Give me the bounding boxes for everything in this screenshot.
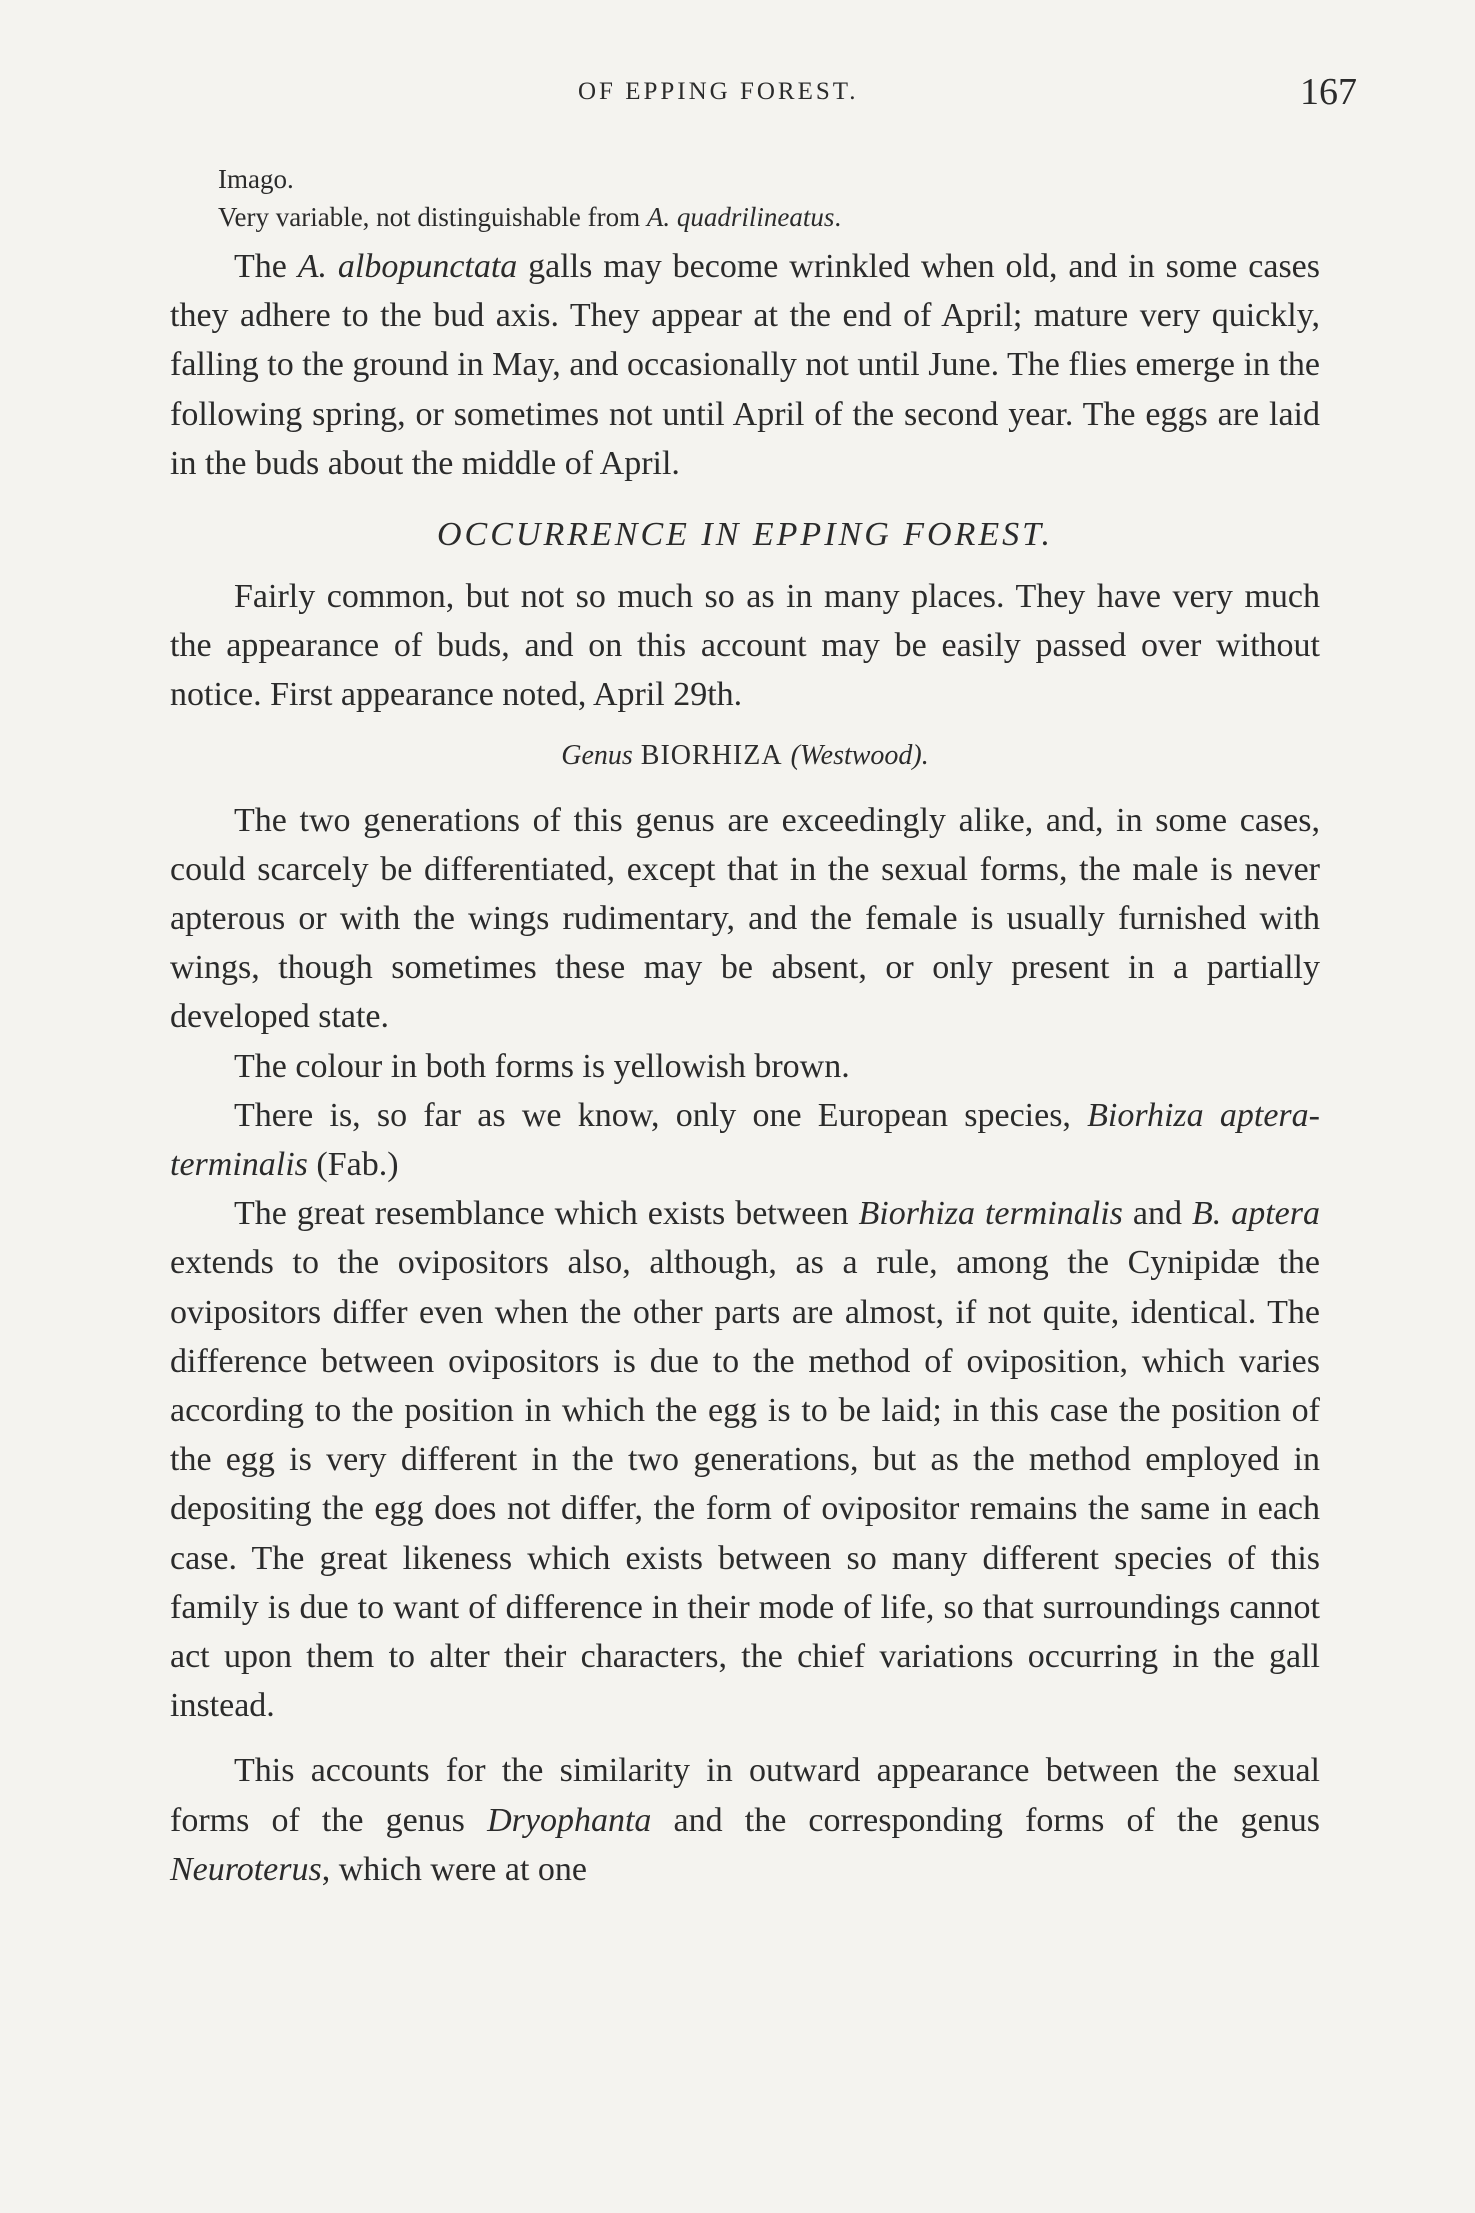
paragraph-resemblance: The great resemblance which exists between Biorhiza terminalis and B. aptera extends to the ovipositors also, although, as a rule, among the Cynipidæ the ovipositors differ even when the other parts are almost, if not quite, identical. The difference between ovipositors is due to the method of oviposition, which varies according to the position in which the egg is to be laid; in this case the position of the egg is very different in the two generations, but as the method employed in depositing the egg does not differ, the form of ovipositor remains the same in each case. The great likeness which exists between so many different species of this family is due to want of difference in their mode of life, so that surroundings cannot act upon them to alter their characters, the chief variations occurring in the gall instead. — [170, 1195, 1320, 1725]
genus-author: (Westwood). — [790, 739, 929, 771]
paragraph-similarity: This accounts for the similarity in outward appearance between the sexual forms of the genus Dryophanta and the corresponding forms of the genus Neuroterus, which were at one — [170, 1752, 1320, 1888]
paragraph-species: There is, so far as we know, only one European species, Biorhiza aptera-terminalis (Fab.) — [170, 1096, 1320, 1184]
page-body — [170, 160, 1320, 1894]
genus-name: BIORHIZA — [640, 739, 783, 771]
genus-word: Genus — [561, 739, 633, 771]
imago-description: Very variable, not distinguishable from A. quadrilineatus. — [218, 202, 842, 232]
species-name: Biorhiza terminalis — [858, 1195, 1123, 1233]
paragraph-colour: The colour in both forms is yellowish brown. — [234, 1047, 850, 1085]
paragraph-albopunctata: The A. albopunctata galls may become wrinkled when old, and in some cases they adhere to the bud axis. They appear at the end of April; mature very quickly, falling to the ground in May, and occasionally not until June. The flies emerge in the following spring, or sometimes not until April of the second year. The eggs are laid in the buds about the middle of April. — [170, 248, 1320, 482]
genus-heading — [170, 734, 1320, 778]
genus-name-neuroterus: Neuroterus — [170, 1850, 322, 1888]
species-name: B. aptera — [1191, 1195, 1320, 1233]
paragraph-occurrence: Fairly common, but not so much so as in many places. They have very much the appearance of buds, and on this account may be easily passed over without notice. First appearance noted, April 29th. — [170, 578, 1320, 714]
species-name: A. quadrilineatus — [646, 202, 835, 232]
species-name: Biorhiza aptera-terminalis — [170, 1096, 1320, 1184]
species-name: A. albopunctata — [297, 248, 518, 285]
running-title: OF EPPING FOREST. — [578, 78, 859, 105]
genus-name-dryophanta: Dryophanta — [487, 1801, 652, 1839]
imago-label: Imago. — [218, 164, 294, 194]
section-heading-occurrence: OCCURRENCE IN EPPING FOREST. — [437, 516, 1053, 554]
paragraph-generations: The two generations of this genus are exceedingly alike, and, in some cases, could scarcely be differentiated, except that in the sexual forms, the male is never apterous or with the wings rudimentary, and the female is usually furnished with wings, though sometimes these may be absent, or only present in a partially developed state. — [170, 801, 1320, 1036]
page-number: 167 — [1300, 71, 1357, 113]
page-header — [0, 71, 1475, 114]
